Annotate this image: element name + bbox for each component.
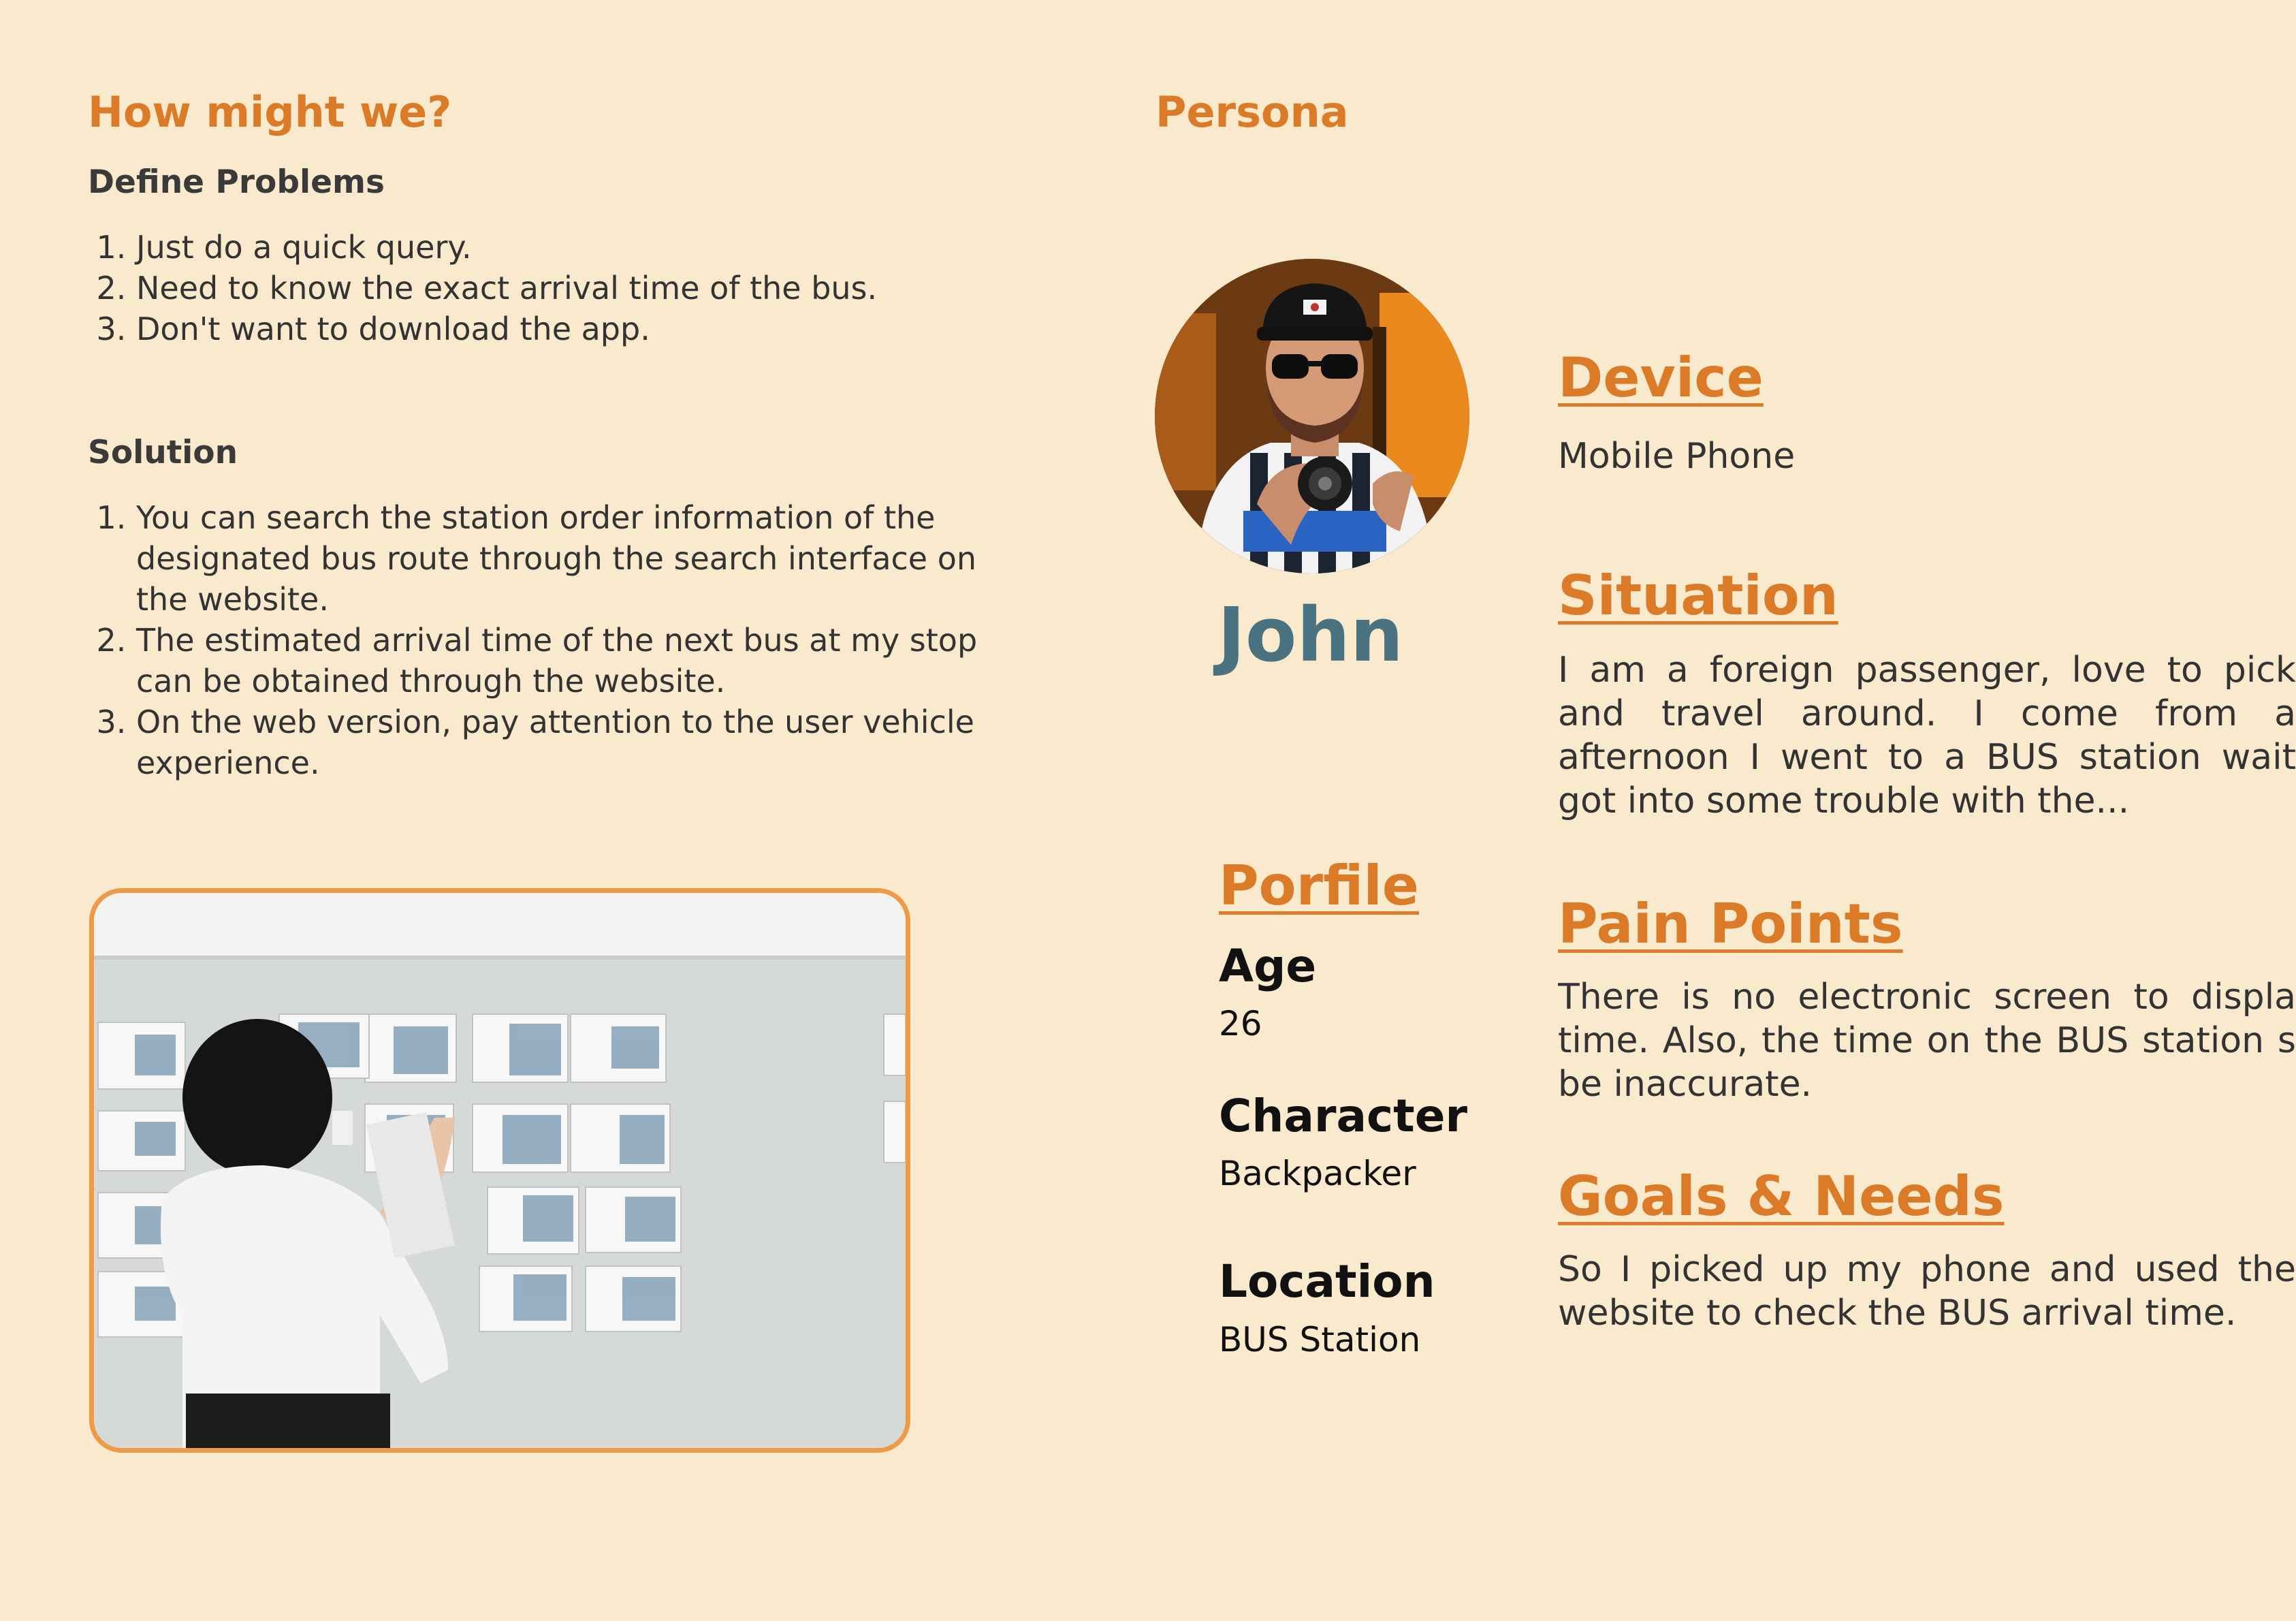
define-problems-list — [88, 227, 967, 349]
solution-item: 2. The estimated arrival time of the next bus at my stop can be obtained through the website. — [136, 620, 980, 702]
solution-heading: Solution — [88, 434, 238, 471]
pain-points-text: There is no electronic screen to displa time. Also, the time on the BUS station s be inaccurate. — [1558, 977, 2296, 1105]
solution-list — [88, 497, 980, 783]
problem-item: 3. Don't want to download the app. — [136, 309, 967, 349]
age-value: 26 — [1219, 1004, 1262, 1043]
character-label: Character — [1219, 1090, 1468, 1142]
goals-needs-heading: Goals & Needs — [1558, 1165, 2005, 1228]
persona-title: Persona — [1155, 87, 1349, 137]
problem-item: 1. Just do a quick query. — [136, 227, 967, 268]
profile-heading: Porfile — [1219, 854, 1420, 917]
hmw-title: How might we? — [88, 87, 452, 137]
problem-item: 2. Need to know the exact arrival time of the bus. — [136, 268, 967, 309]
location-label: Location — [1219, 1255, 1435, 1308]
persona-avatar-illustration — [1155, 259, 1469, 573]
age-label: Age — [1219, 940, 1317, 992]
device-text: Mobile Phone — [1558, 436, 1796, 477]
solution-item: 1. You can search the station order information of the designated bus route through the search interface on the website. — [136, 497, 980, 620]
device-heading: Device — [1558, 346, 1764, 409]
situation-text: I am a foreign passenger, love to pick and travel around. I come from a afternoon I went to a BUS station wait got into some trouble with the... — [1558, 650, 2296, 821]
workshop-photo — [89, 888, 910, 1453]
workshop-photo-illustration — [94, 893, 906, 1448]
pain-points-heading: Pain Points — [1558, 892, 1903, 956]
situation-heading: Situation — [1558, 564, 1838, 627]
solution-item: 3. On the web version, pay attention to the user vehicle experience. — [136, 702, 980, 783]
goals-needs-text: So I picked up my phone and used the website to check the BUS arrival time. — [1558, 1249, 2296, 1334]
persona-avatar — [1155, 259, 1469, 573]
define-problems-heading: Define Problems — [88, 163, 385, 201]
persona-name: John — [1217, 591, 1404, 678]
location-value: BUS Station — [1219, 1320, 1421, 1359]
character-value: Backpacker — [1219, 1154, 1416, 1193]
